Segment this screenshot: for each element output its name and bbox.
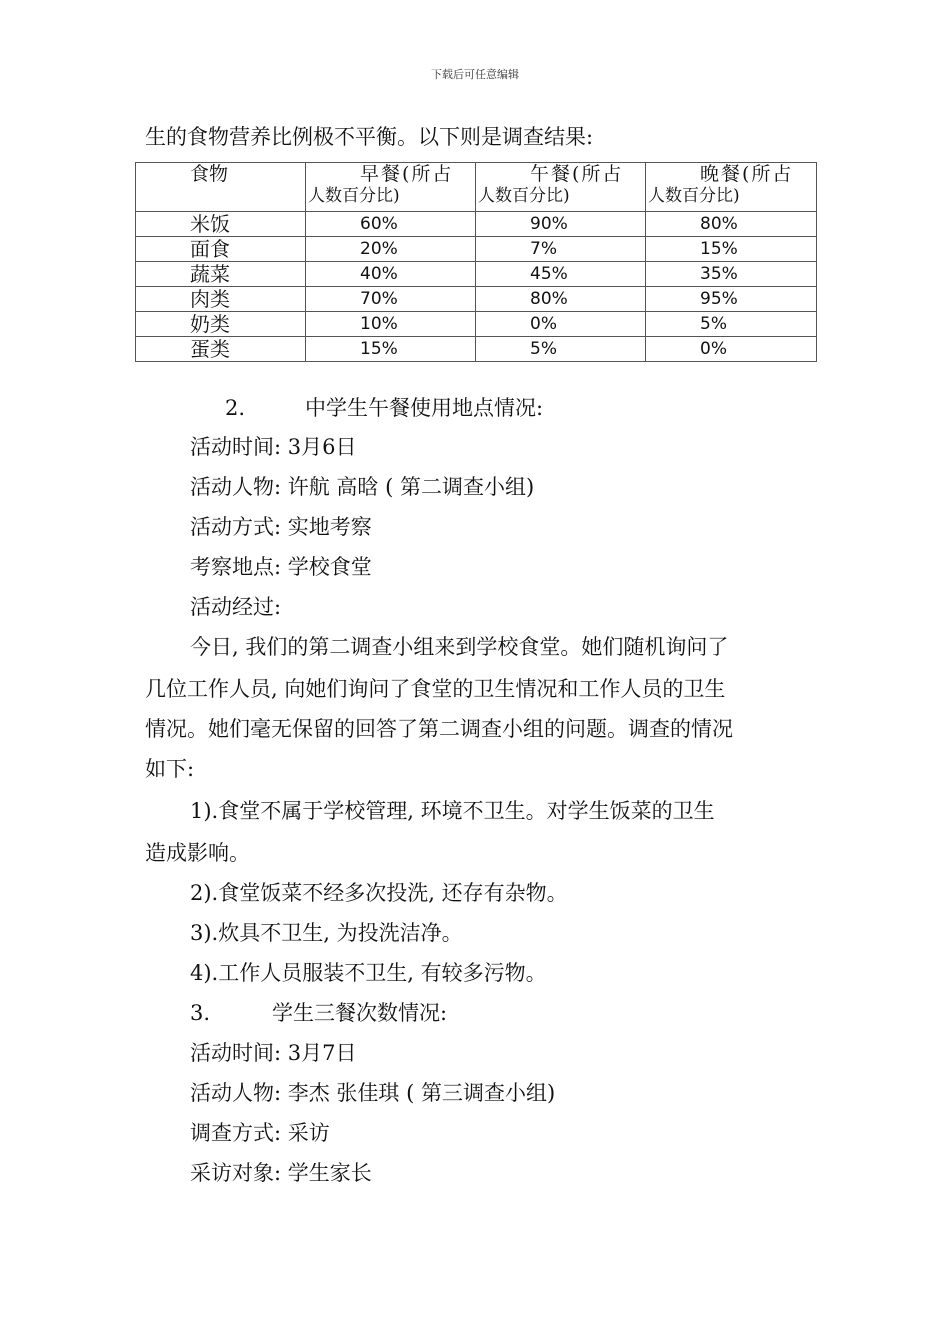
dinner-value: 95% [646, 287, 817, 312]
paragraph-line: 几位工作人员, 向她们询问了食堂的卫生情况和工作人员的卫生 [145, 677, 726, 701]
dinner-value: 0% [646, 337, 817, 362]
paragraph-line: 如下: [145, 757, 195, 781]
food-cell: 面食 [136, 237, 306, 262]
lunch-value: 0% [476, 312, 646, 337]
dinner-value: 15% [646, 237, 817, 262]
table-row [136, 237, 817, 262]
breakfast-value: 60% [306, 212, 476, 237]
food-cell: 米饭 [136, 212, 306, 237]
section2-people: 活动人物: 许航 高晗 ( 第二调查小组) [190, 475, 535, 499]
table-row [136, 262, 817, 287]
section2-process-label: 活动经过: [190, 595, 282, 619]
finding-item-1: 1).食堂不属于学校管理, 环境不卫生。对学生饭菜的卫生 [190, 799, 715, 823]
header-breakfast [306, 163, 476, 212]
intro-line: 生的食物营养比例极不平衡。以下则是调查结果: [145, 125, 594, 149]
section2-method: 活动方式: 实地考察 [190, 515, 372, 539]
header-lunch [476, 163, 646, 212]
dinner-value: 5% [646, 312, 817, 337]
dinner-value: 35% [646, 262, 817, 287]
section2-title: 中学生午餐使用地点情况: [305, 396, 544, 420]
table-header-row [136, 163, 817, 212]
header-lunch-top: 午餐(所占 [530, 163, 624, 185]
lunch-value: 45% [476, 262, 646, 287]
food-cell: 蔬菜 [136, 262, 306, 287]
finding-item-2: 2).食堂饭菜不经多次投洗, 还存有杂物。 [190, 881, 568, 905]
food-cell: 肉类 [136, 287, 306, 312]
section3-title: 学生三餐次数情况: [272, 1001, 448, 1025]
section2-number: 2. [225, 396, 246, 420]
header-dinner-bottom: 人数百分比) [648, 186, 740, 206]
header-dinner [646, 163, 817, 212]
table-row [136, 337, 817, 362]
breakfast-value: 20% [306, 237, 476, 262]
food-cell: 奶类 [136, 312, 306, 337]
lunch-value: 90% [476, 212, 646, 237]
lunch-value: 7% [476, 237, 646, 262]
breakfast-value: 10% [306, 312, 476, 337]
header-dinner-top: 晚餐(所占 [700, 163, 794, 185]
lunch-value: 80% [476, 287, 646, 312]
food-nutrition-table [135, 162, 817, 362]
header-breakfast-bottom: 人数百分比) [308, 186, 400, 206]
section3-heading [190, 1000, 447, 1026]
header-note: 下载后可任意编辑 [431, 68, 519, 81]
finding-item-3: 3).炊具不卫生, 为投洗洁净。 [190, 921, 463, 945]
paragraph-line: 今日, 我们的第二调查小组来到学校食堂。她们随机询问了 [190, 635, 729, 659]
food-cell: 蛋类 [136, 337, 306, 362]
table-row [136, 212, 817, 237]
section2-time: 活动时间: 3月6日 [190, 435, 357, 459]
table-row [136, 312, 817, 337]
dinner-value: 80% [646, 212, 817, 237]
header-breakfast-top: 早餐(所占 [360, 163, 454, 185]
paragraph-line: 情况。她们毫无保留的回答了第二调查小组的问题。调查的情况 [145, 717, 733, 741]
finding-item-4: 4).工作人员服装不卫生, 有较多污物。 [190, 961, 547, 985]
table-row [136, 287, 817, 312]
section2-place: 考察地点: 学校食堂 [190, 555, 372, 579]
lunch-value: 5% [476, 337, 646, 362]
breakfast-value: 70% [306, 287, 476, 312]
header-food: 食物 [136, 163, 306, 212]
section3-method: 调查方式: 采访 [190, 1121, 330, 1145]
section3-number: 3. [190, 1001, 211, 1025]
finding-item-1-cont: 造成影响。 [145, 841, 250, 865]
breakfast-value: 40% [306, 262, 476, 287]
breakfast-value: 15% [306, 337, 476, 362]
section3-time: 活动时间: 3月7日 [190, 1041, 357, 1065]
section3-target: 采访对象: 学生家长 [190, 1161, 372, 1185]
section3-people: 活动人物: 李杰 张佳琪 ( 第三调查小组) [190, 1081, 556, 1105]
section2-heading [225, 395, 543, 421]
header-lunch-bottom: 人数百分比) [478, 186, 570, 206]
